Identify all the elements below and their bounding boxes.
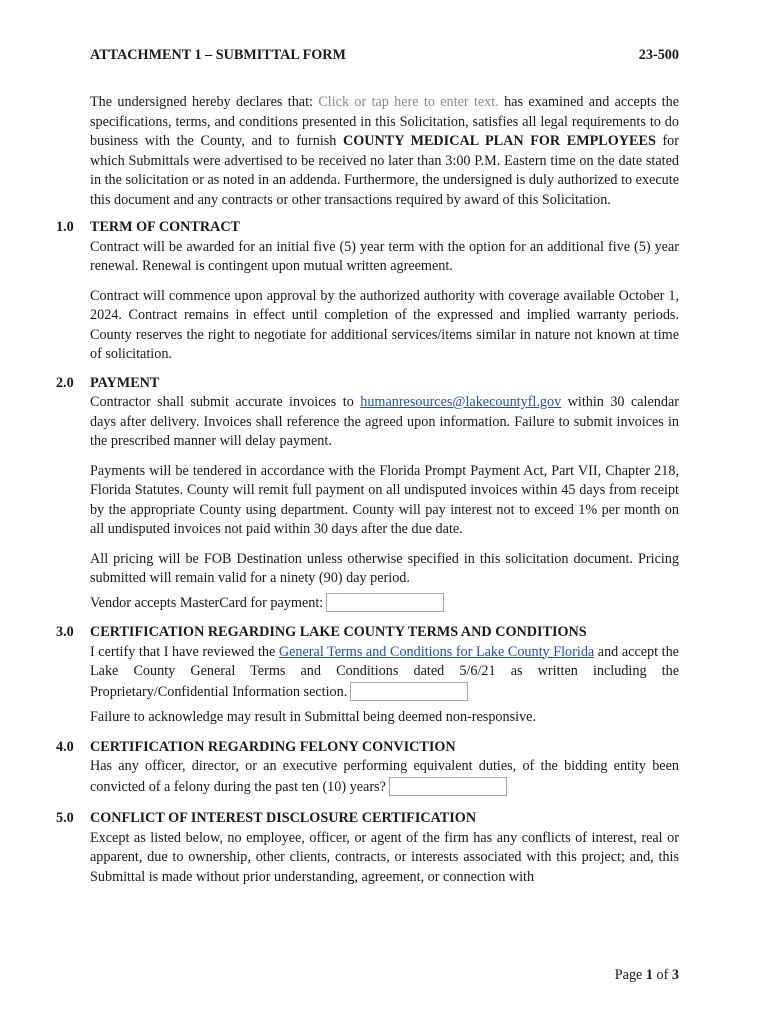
section-number: 2.0 bbox=[56, 374, 74, 391]
page-label: Page bbox=[614, 967, 643, 983]
section-felony-certification bbox=[56, 738, 679, 798]
total-pages: 3 bbox=[671, 967, 679, 983]
intro-suffix: for which Submittals were advertised to be received no later than 3:00 P.M. Eastern time on the date stated in the solicitation or as noted in an addenda. Furthermore, the undersigned is duly authorized to execute this document and any contracts or other transactions required by award of this Solicitation. bbox=[90, 133, 679, 208]
section-paragraph bbox=[90, 757, 679, 797]
mastercard-row bbox=[90, 593, 679, 614]
section-title: CERTIFICATION REGARDING FELONY CONVICTION bbox=[90, 738, 456, 755]
form-content bbox=[56, 93, 680, 887]
page-header bbox=[90, 46, 679, 66]
header-title: ATTACHMENT 1 – SUBMITTAL FORM bbox=[90, 47, 346, 63]
section-paragraph: Contract will be awarded for an initial five (5) year term with the option for an additional five (5) year renewal. Renewal is contingent upon mutual written agreement. bbox=[90, 238, 679, 274]
current-page: 1 bbox=[645, 967, 653, 983]
section-title: PAYMENT bbox=[90, 374, 160, 391]
section-paragraph: Failure to acknowledge may result in Submittal being deemed non-responsive. bbox=[90, 709, 537, 725]
invoice-text-prefix: Contractor shall submit accurate invoices to bbox=[90, 394, 361, 410]
intro-prefix: The undersigned hereby declares that: bbox=[90, 94, 319, 110]
terms-text-prefix: I certify that I have reviewed the bbox=[90, 643, 279, 660]
section-title: CONFLICT OF INTEREST DISCLOSURE CERTIFICATION bbox=[90, 810, 477, 826]
page-footer bbox=[615, 966, 679, 986]
section-number: 3.0 bbox=[56, 624, 74, 640]
intro-middle: has examined and accepts the specifications, terms, and conditions presented in this Solicitation, satisfies all legal requirements to do business with the County, and to furnish bbox=[90, 94, 680, 149]
section-number: 5.0 bbox=[56, 810, 74, 826]
felony-question: Has any officer, director, or an executive performing equivalent duties, of the bidding entity been convicted of a felony during the past ten (10) years? bbox=[90, 758, 679, 795]
invoice-text-suffix: within 30 calendar days after delivery. Invoices shall reference the agreed upon information. Failure to submit invoices in the prescribed manner will delay payment. bbox=[90, 394, 679, 449]
intro-paragraph bbox=[90, 93, 679, 210]
section-paragraph: All pricing will be FOB Destination unless otherwise specified in this solicitation document. Pricing submitted will remain valid for a ninety (90) day period. bbox=[90, 550, 679, 586]
terms-link[interactable]: General Terms and Conditions for Lake County Florida bbox=[278, 643, 595, 660]
solicitation-number: 23-500 bbox=[638, 47, 679, 63]
section-number: 4.0 bbox=[56, 738, 74, 755]
section-paragraph bbox=[90, 393, 679, 452]
section-paragraph: Contract will commence upon approval by the authorized authority with coverage available October 1, 2024. Contract remains in effect until completion of the expressed and implied warranty periods. County reserves the right to negotiate for additional services/items similar in nature not known at time of solicitation. bbox=[90, 287, 679, 362]
terms-acknowledge-input[interactable] bbox=[350, 682, 468, 701]
section-paragraph bbox=[90, 643, 679, 703]
mastercard-label: Vendor accepts MasterCard for payment: bbox=[90, 594, 324, 611]
of-label: of bbox=[656, 967, 669, 983]
plan-name: COUNTY MEDICAL PLAN FOR EMPLOYEES bbox=[343, 133, 656, 149]
felony-answer-input[interactable] bbox=[389, 777, 507, 796]
section-title: TERM OF CONTRACT bbox=[90, 219, 241, 235]
vendor-name-field[interactable]: Click or tap here to enter text. bbox=[318, 94, 499, 110]
email-link[interactable]: humanresources@lakecountyfl.gov bbox=[360, 394, 562, 410]
section-paragraph: Payments will be tendered in accordance with the Florida Prompt Payment Act, Part VII, Chapter 218, Florida Statutes. County will remit full payment on all undisputed invoices within 45 days from receipt by the appropriate County using department. County will pay interest not to exceed 1% per month on all undisputed invoices not paid within 30 days after the due date. bbox=[90, 462, 679, 537]
mastercard-input[interactable] bbox=[326, 593, 444, 612]
section-conflict-of-interest bbox=[56, 809, 679, 887]
section-paragraph: Except as listed below, no employee, officer, or agent of the firm has any conflicts of interest, real or apparent, due to ownership, other clients, contracts, or interests associated with this project; and, this Submittal is made without prior understanding, agreement, or connection with bbox=[90, 829, 679, 885]
section-number: 1.0 bbox=[56, 219, 74, 235]
section-title: CERTIFICATION REGARDING LAKE COUNTY TERMS AND CONDITIONS bbox=[90, 624, 587, 640]
section-term-of-contract bbox=[56, 218, 679, 365]
section-terms-certification bbox=[56, 623, 679, 728]
terms-text-suffix: and accept the Lake County General Terms and Conditions dated 5/6/21 as written including the Proprietary/Confidential Information section. bbox=[90, 643, 679, 700]
section-payment bbox=[56, 374, 679, 614]
